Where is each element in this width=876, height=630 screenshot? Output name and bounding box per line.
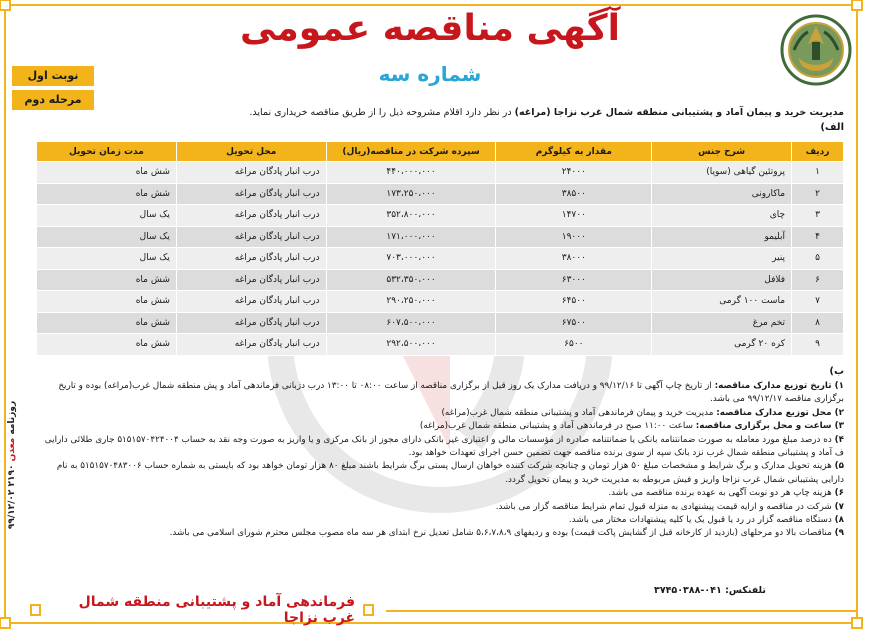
- cell-deposit: ۵۳۲،۳۵۰،۰۰۰: [326, 269, 496, 291]
- condition-item: [36, 420, 844, 433]
- tender-number: شماره سه: [378, 62, 482, 86]
- condition-label: ۲) محل توزیع مدارک مناقصه:: [716, 407, 844, 418]
- cell-delivery-place: درب انبار پادگان مراغه: [176, 183, 326, 205]
- section-a-label: الف): [820, 122, 844, 133]
- condition-item: [36, 501, 844, 514]
- newspaper-side-label: [0, 330, 17, 610]
- frame-corner: [0, 617, 11, 629]
- cell-quantity: ۶۷۵۰۰: [496, 312, 652, 334]
- cell-deposit: ۱۷۱،۰۰۰،۰۰۰: [326, 226, 496, 248]
- army-emblem-icon: [778, 12, 854, 88]
- conditions-list: [36, 380, 844, 541]
- cell-item-name: پروتئین گیاهی (سویا): [652, 162, 792, 184]
- cell-item-name: پنیر: [652, 248, 792, 270]
- condition-item: [36, 487, 844, 500]
- cell-delivery-place: درب انبار پادگان مراغه: [176, 248, 326, 270]
- cell-row-number: ۷: [792, 291, 844, 313]
- round-badge: نوبت اول: [12, 66, 94, 86]
- table-row: [37, 248, 844, 270]
- condition-label: ۱) تاریخ توزیع مدارک مناقصه:: [714, 381, 844, 391]
- cell-quantity: ۳۸۰۰۰: [496, 248, 652, 270]
- table-row: [37, 312, 844, 334]
- cell-item-name: آبلیمو: [652, 226, 792, 248]
- cell-delivery-time: شش ماه: [37, 291, 177, 313]
- condition-item: [36, 380, 844, 407]
- phone-label: تلفنکس:: [725, 585, 766, 596]
- condition-text: از تاریخ چاپ آگهی تا ۹۹/۱۲/۱۶ و دریافت مدارک یک روز قبل از برگزاری مناقصه از ساعت ۰۸:۰۰ تا ۱۳:۰۰ درب دژبانی فرماندهی آماد و پش منطقه شمال غرب(مراغه) بوده و تاریخ برگزاری مناقصه ۹۹/۱۲/۱۷ می باشد.: [58, 381, 844, 405]
- cell-deposit: ۱۷۳،۲۵۰،۰۰۰: [326, 183, 496, 205]
- condition-label: ۳) ساعت و محل برگزاری مناقصه:: [695, 421, 844, 432]
- cell-deposit: ۴۴۰،۰۰۰،۰۰۰: [326, 162, 496, 184]
- issue-number: ۲۱۹۰: [7, 464, 17, 487]
- page-title: آگهی مناقصه عمومی: [240, 8, 620, 49]
- cell-item-name: فلافل: [652, 269, 792, 291]
- cell-delivery-time: یک سال: [37, 226, 177, 248]
- table-row: [37, 183, 844, 205]
- cell-row-number: ۸: [792, 312, 844, 334]
- cell-quantity: ۶۴۵۰۰: [496, 291, 652, 313]
- cell-quantity: ۱۴۷۰۰: [496, 205, 652, 227]
- col-header-row-number: ردیف: [792, 142, 844, 162]
- cell-row-number: ۲: [792, 183, 844, 205]
- cell-quantity: ۳۸۵۰۰: [496, 183, 652, 205]
- footer-square-icon: [30, 604, 41, 616]
- cell-delivery-place: درب انبار پادگان مراغه: [176, 312, 326, 334]
- condition-text: مناقصات بالا دو مرحلهای (بازدید از کارخانه قبل از گشایش پاکت قیمت) بوده و ردیفهای ۵،۶،۷،۸،۹ شامل تعدیل نرخ ابتدای هر سه ماه مصوب مجلس محترم شورای اسلامی می باشد.: [169, 528, 835, 539]
- footer-square-icon: [363, 604, 374, 616]
- cell-delivery-place: درب انبار پادگان مراغه: [176, 269, 326, 291]
- condition-text: هزینه چاپ هر دو نوبت آگهی به عهده برنده مناقصه می باشد.: [608, 488, 835, 499]
- frame-corner: [851, 0, 863, 11]
- items-table: [36, 141, 844, 356]
- cell-delivery-time: شش ماه: [37, 334, 177, 356]
- col-header-delivery-time: مدت زمان تحویل: [37, 142, 177, 162]
- table-row: [37, 269, 844, 291]
- table-row: [37, 162, 844, 184]
- condition-text: دستگاه مناقصه گزار در رد یا قبول یک یا کلیه پیشنهادات مختار می باشد.: [568, 515, 835, 526]
- condition-text: ده درصد مبلغ مورد معامله به صورت ضمانتنامه بانکی یا ضمانتنامه صادره از مؤسسات مالی و اعتباری غیر بانکی دارای مجوز از بانک مرکزی و یا واریز به صورت وجه نقد به حساب ۵۱۵۱۵۷۰۴۲۴۰۰۴ جاری طلائی دارایی ف آماد و پشتیبانی منطقه شمال غرب نزد بانک سپه از سوی برنده مناقصه جهت تضمین حسن اجرای تعهدات خواهد بود.: [44, 434, 844, 459]
- cell-quantity: ۶۵۰۰: [496, 334, 652, 356]
- footer: [22, 594, 382, 626]
- cell-deposit: ۲۹۲،۵۰۰،۰۰۰: [326, 334, 496, 356]
- cell-deposit: ۲۹۰،۲۵۰،۰۰۰: [326, 291, 496, 313]
- cell-delivery-place: درب انبار پادگان مراغه: [176, 226, 326, 248]
- condition-item: [36, 514, 844, 527]
- paper-brand: معدن: [7, 437, 17, 462]
- table-header-row: [37, 142, 844, 162]
- cell-delivery-time: شش ماه: [37, 269, 177, 291]
- condition-item: [36, 527, 844, 540]
- cell-deposit: ۷۰۳،۰۰۰،۰۰۰: [326, 248, 496, 270]
- condition-item: [36, 460, 844, 487]
- cell-item-name: کره ۲۰ گرمی: [652, 334, 792, 356]
- cell-delivery-time: شش ماه: [37, 183, 177, 205]
- cell-item-name: چای: [652, 205, 792, 227]
- cell-delivery-place: درب انبار پادگان مراغه: [176, 162, 326, 184]
- cell-row-number: ۹: [792, 334, 844, 356]
- condition-label: ۸): [834, 515, 844, 526]
- condition-text: مدیریت خرید و پیمان فرماندهی آماد و پشتیبانی منطقه شمال غرب(مراغه): [441, 407, 717, 418]
- cell-row-number: ۴: [792, 226, 844, 248]
- cell-row-number: ۳: [792, 205, 844, 227]
- frame-corner: [0, 0, 11, 11]
- table-row: [37, 205, 844, 227]
- footer-org: فرماندهی آماد و پشتیبانی منطقه شمال غرب نزاجا: [78, 594, 356, 626]
- cell-delivery-time: شش ماه: [37, 312, 177, 334]
- col-header-item: شرح جنس: [652, 142, 792, 162]
- cell-deposit: ۳۵۲،۸۰۰،۰۰۰: [326, 205, 496, 227]
- col-header-quantity: مقدار به کیلوگرم: [496, 142, 652, 162]
- cell-delivery-place: درب انبار پادگان مراغه: [176, 291, 326, 313]
- condition-label: ۷): [834, 501, 844, 512]
- condition-label: ۵): [834, 461, 844, 472]
- condition-label: ۶): [834, 488, 844, 499]
- cell-delivery-time: شش ماه: [37, 162, 177, 184]
- cell-quantity: ۱۹۰۰۰: [496, 226, 652, 248]
- intro-text: در نظر دارد اقلام مشروحه ذیل را از طریق مناقصه خریداری نماید.: [249, 107, 515, 118]
- cell-quantity: ۶۳۰۰۰: [496, 269, 652, 291]
- phone-number: ۰۴۱-۳۷۴۵۰۳۸۸: [654, 585, 722, 596]
- condition-text: شرکت در مناقصه و ارایه قیمت پیشنهادی به منزله قبول تمام شرایط مناقصه گزار می باشد.: [495, 501, 835, 512]
- cell-item-name: ماکارونی: [652, 183, 792, 205]
- condition-text: هزینه تحویل مدارک و برگ شرایط و مشخصات مبلغ ۵۰ هزار تومان و چنانچه شرکت کننده خواهان ارسال پستی برگ شرایط باشند مبلغ ۸۰ هزار تومان خواهد بود که بایستی به شماره حساب ۵۱۵۱۵۷۰۴۸۳۰۰۶ به نام دارایی پشتیبانی شمال غرب نزاجا واریز و فیش مربوطه به مدیریت خرید و پیمان تحویل گردد.: [56, 461, 844, 485]
- cell-item-name: ماست ۱۰۰ گرمی: [652, 291, 792, 313]
- intro-paragraph: [64, 106, 844, 120]
- cell-delivery-time: یک سال: [37, 205, 177, 227]
- table-row: [37, 226, 844, 248]
- cell-delivery-time: یک سال: [37, 248, 177, 270]
- stage-badge: مرحله دوم: [12, 90, 94, 110]
- cell-row-number: ۵: [792, 248, 844, 270]
- condition-label: ۴): [834, 434, 844, 445]
- cell-delivery-place: درب انبار پادگان مراغه: [176, 334, 326, 356]
- cell-deposit: ۶۰۷،۵۰۰،۰۰۰: [326, 312, 496, 334]
- phone-line: [654, 585, 766, 596]
- cell-row-number: ۶: [792, 269, 844, 291]
- condition-item: [36, 434, 844, 461]
- frame-corner: [851, 617, 863, 629]
- table-row: [37, 334, 844, 356]
- condition-label: ۹): [834, 528, 844, 539]
- col-header-delivery-place: محل تحویل: [176, 142, 326, 162]
- cell-delivery-place: درب انبار پادگان مراغه: [176, 205, 326, 227]
- footer-rule: [386, 610, 856, 612]
- issue-date: ۹۹/۱۲/۰۲: [7, 489, 17, 530]
- col-header-deposit: سپرده شرکت در مناقصه(ریال): [326, 142, 496, 162]
- paper-name: روزنامه: [7, 400, 17, 435]
- intro-org: مدیریت خرید و پیمان آماد و پشتیبانی منطقه شمال غرب نزاجا (مراغه): [514, 107, 844, 118]
- table-row: [37, 291, 844, 313]
- condition-item: [36, 407, 844, 420]
- section-b-label: ب): [829, 366, 844, 377]
- cell-item-name: تخم مرغ: [652, 312, 792, 334]
- cell-row-number: ۱: [792, 162, 844, 184]
- condition-text: ساعت ۱۱:۰۰ صبح در فرماندهی آماد و پشتیبانی منطقه شمال غرب(مراغه): [419, 421, 696, 432]
- cell-quantity: ۲۴۰۰۰: [496, 162, 652, 184]
